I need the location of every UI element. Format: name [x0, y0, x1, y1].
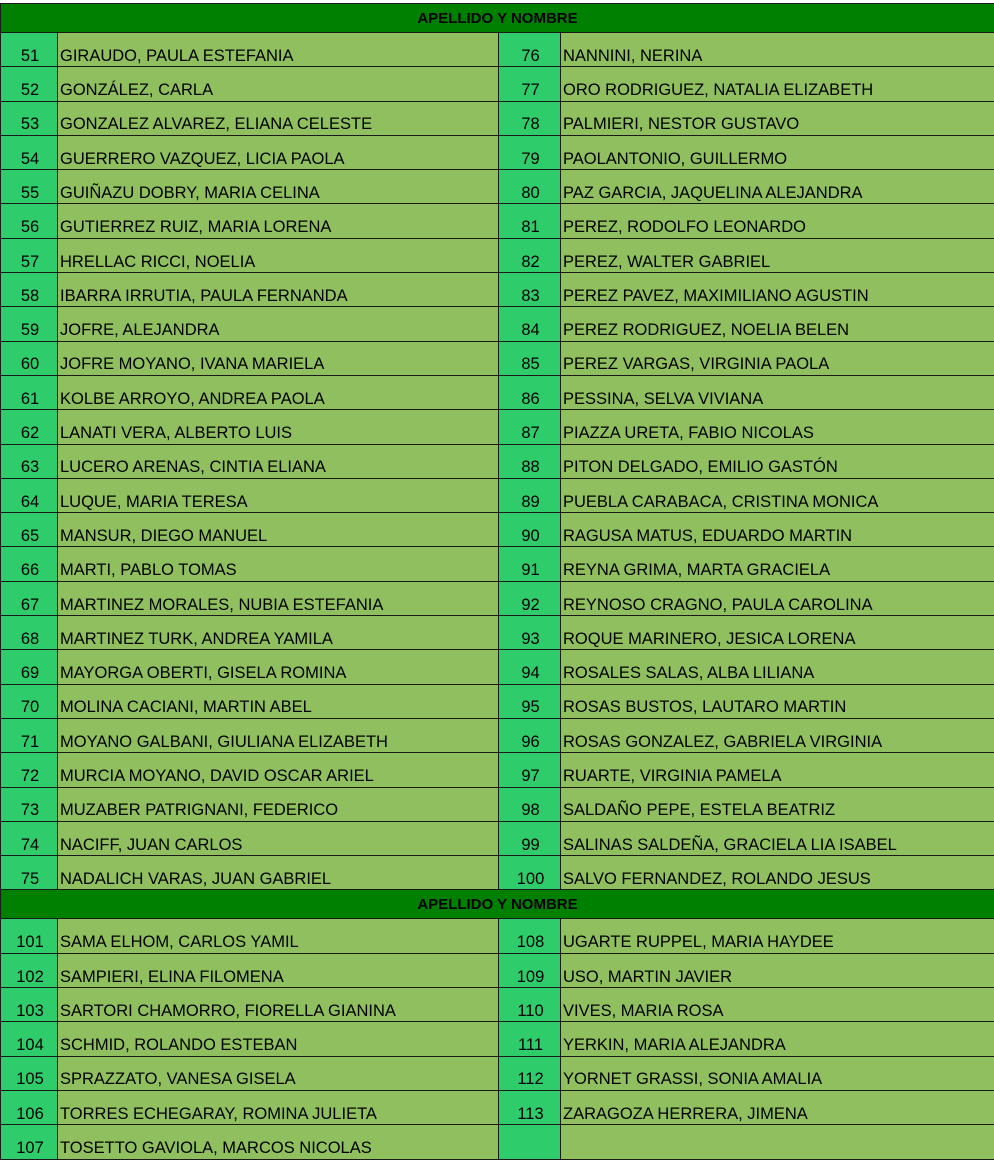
left-name-cell: NACIFF, JUAN CARLOS: [58, 821, 499, 855]
table-row: [1, 478, 994, 512]
left-number-cell: 59: [1, 307, 58, 341]
right-name-cell: PESSINA, SELVA VIVIANA: [561, 375, 994, 409]
left-name-cell: TOSETTO GAVIOLA, MARCOS NICOLAS: [58, 1125, 499, 1159]
left-name-cell: NADALICH VARAS, JUAN GABRIEL: [58, 856, 499, 890]
left-number-cell: 105: [1, 1056, 58, 1090]
table-row: [1, 547, 994, 581]
right-number-cell: 100: [499, 856, 561, 890]
left-number-cell: 53: [1, 101, 58, 135]
right-name-cell: SALINAS SALDEÑA, GRACIELA LIA ISABEL: [561, 821, 994, 855]
right-name-cell: PEREZ PAVEZ, MAXIMILIANO AGUSTIN: [561, 273, 994, 307]
right-name-cell: YORNET GRASSI, SONIA AMALIA: [561, 1056, 994, 1090]
left-name-cell: MARTINEZ TURK, ANDREA YAMILA: [58, 616, 499, 650]
table-row: [1, 1022, 994, 1056]
right-name-cell: ROSAS BUSTOS, LAUTARO MARTIN: [561, 684, 994, 718]
roster-body: [1, 4, 994, 1160]
table-row: [1, 307, 994, 341]
left-name-cell: LANATI VERA, ALBERTO LUIS: [58, 410, 499, 444]
right-number-cell: 89: [499, 478, 561, 512]
left-name-cell: MURCIA MOYANO, DAVID OSCAR ARIEL: [58, 753, 499, 787]
left-number-cell: 106: [1, 1090, 58, 1124]
left-name-cell: HRELLAC RICCI, NOELIA: [58, 238, 499, 272]
table-row: [1, 753, 994, 787]
left-number-cell: 64: [1, 478, 58, 512]
left-number-cell: 57: [1, 238, 58, 272]
table-row: [1, 101, 994, 135]
left-name-cell: MAYORGA OBERTI, GISELA ROMINA: [58, 650, 499, 684]
right-number-cell: 98: [499, 787, 561, 821]
right-number-cell: 80: [499, 170, 561, 204]
column-header-apellido-y-nombre: APELLIDO Y NOMBRE: [1, 890, 994, 919]
right-name-cell: [561, 1125, 994, 1159]
right-number-cell: 87: [499, 410, 561, 444]
left-name-cell: GUTIERREZ RUIZ, MARIA LORENA: [58, 204, 499, 238]
table-row: [1, 67, 994, 101]
right-name-cell: PEREZ, RODOLFO LEONARDO: [561, 204, 994, 238]
right-number-cell: 81: [499, 204, 561, 238]
left-number-cell: 61: [1, 375, 58, 409]
left-name-cell: MARTINEZ MORALES, NUBIA ESTEFANIA: [58, 581, 499, 615]
left-number-cell: 62: [1, 410, 58, 444]
table-row: [1, 410, 994, 444]
left-name-cell: MANSUR, DIEGO MANUEL: [58, 513, 499, 547]
right-name-cell: REYNA GRIMA, MARTA GRACIELA: [561, 547, 994, 581]
right-name-cell: RAGUSA MATUS, EDUARDO MARTIN: [561, 513, 994, 547]
right-name-cell: REYNOSO CRAGNO, PAULA CAROLINA: [561, 581, 994, 615]
left-number-cell: 102: [1, 953, 58, 987]
right-number-cell: 93: [499, 616, 561, 650]
left-number-cell: 101: [1, 919, 58, 953]
left-number-cell: 70: [1, 684, 58, 718]
left-number-cell: 66: [1, 547, 58, 581]
right-number-cell: 108: [499, 919, 561, 953]
right-number-cell: 77: [499, 67, 561, 101]
table-row: [1, 718, 994, 752]
right-name-cell: NANNINI, NERINA: [561, 33, 994, 67]
right-number-cell: 76: [499, 33, 561, 67]
right-number-cell: 109: [499, 953, 561, 987]
left-number-cell: 65: [1, 513, 58, 547]
left-number-cell: 107: [1, 1125, 58, 1159]
left-number-cell: 52: [1, 67, 58, 101]
table-row: [1, 135, 994, 169]
left-name-cell: JOFRE MOYANO, IVANA MARIELA: [58, 341, 499, 375]
table-row: [1, 238, 994, 272]
table-row: [1, 170, 994, 204]
right-name-cell: USO, MARTIN JAVIER: [561, 953, 994, 987]
right-name-cell: SALDAÑO PEPE, ESTELA BEATRIZ: [561, 787, 994, 821]
right-name-cell: ZARAGOZA HERRERA, JIMENA: [561, 1090, 994, 1124]
right-name-cell: PIAZZA URETA, FABIO NICOLAS: [561, 410, 994, 444]
right-number-cell: 90: [499, 513, 561, 547]
left-name-cell: GONZÁLEZ, CARLA: [58, 67, 499, 101]
left-number-cell: 75: [1, 856, 58, 890]
table-row: [1, 375, 994, 409]
table-row: [1, 273, 994, 307]
left-name-cell: MUZABER PATRIGNANI, FEDERICO: [58, 787, 499, 821]
right-number-cell: 111: [499, 1022, 561, 1056]
left-name-cell: MOLINA CACIANI, MARTIN ABEL: [58, 684, 499, 718]
table-row: [1, 988, 994, 1022]
roster-table: [0, 3, 994, 1160]
right-number-cell: 86: [499, 375, 561, 409]
right-name-cell: PALMIERI, NESTOR GUSTAVO: [561, 101, 994, 135]
left-number-cell: 51: [1, 33, 58, 67]
section-header-row: [1, 4, 994, 33]
left-name-cell: SCHMID, ROLANDO ESTEBAN: [58, 1022, 499, 1056]
right-name-cell: PITON DELGADO, EMILIO GASTÓN: [561, 444, 994, 478]
left-number-cell: 71: [1, 718, 58, 752]
right-name-cell: PAZ GARCIA, JAQUELINA ALEJANDRA: [561, 170, 994, 204]
right-name-cell: ROQUE MARINERO, JESICA LORENA: [561, 616, 994, 650]
left-name-cell: KOLBE ARROYO, ANDREA PAOLA: [58, 375, 499, 409]
right-number-cell: 79: [499, 135, 561, 169]
left-name-cell: MOYANO GALBANI, GIULIANA ELIZABETH: [58, 718, 499, 752]
left-name-cell: MARTI, PABLO TOMAS: [58, 547, 499, 581]
right-name-cell: PEREZ, WALTER GABRIEL: [561, 238, 994, 272]
table-row: [1, 650, 994, 684]
table-row: [1, 1125, 994, 1159]
left-name-cell: SARTORI CHAMORRO, FIORELLA GIANINA: [58, 988, 499, 1022]
left-number-cell: 56: [1, 204, 58, 238]
right-number-cell: 96: [499, 718, 561, 752]
table-row: [1, 513, 994, 547]
left-name-cell: GUIÑAZU DOBRY, MARIA CELINA: [58, 170, 499, 204]
right-name-cell: ORO RODRIGUEZ, NATALIA ELIZABETH: [561, 67, 994, 101]
left-name-cell: TORRES ECHEGARAY, ROMINA JULIETA: [58, 1090, 499, 1124]
left-name-cell: SAMA ELHOM, CARLOS YAMIL: [58, 919, 499, 953]
left-name-cell: GIRAUDO, PAULA ESTEFANIA: [58, 33, 499, 67]
right-number-cell: 92: [499, 581, 561, 615]
table-row: [1, 581, 994, 615]
left-name-cell: SPRAZZATO, VANESA GISELA: [58, 1056, 499, 1090]
right-name-cell: RUARTE, VIRGINIA PAMELA: [561, 753, 994, 787]
right-number-cell: 94: [499, 650, 561, 684]
right-number-cell: 95: [499, 684, 561, 718]
right-name-cell: VIVES, MARIA ROSA: [561, 988, 994, 1022]
right-number-cell: 113: [499, 1090, 561, 1124]
column-header-apellido-y-nombre: APELLIDO Y NOMBRE: [1, 4, 994, 33]
table-row: [1, 204, 994, 238]
section-header-row: [1, 890, 994, 919]
right-number-cell: 97: [499, 753, 561, 787]
left-number-cell: 73: [1, 787, 58, 821]
table-row: [1, 341, 994, 375]
table-row: [1, 1056, 994, 1090]
right-number-cell: 91: [499, 547, 561, 581]
left-number-cell: 58: [1, 273, 58, 307]
left-name-cell: JOFRE, ALEJANDRA: [58, 307, 499, 341]
left-number-cell: 104: [1, 1022, 58, 1056]
left-number-cell: 74: [1, 821, 58, 855]
table-row: [1, 33, 994, 67]
table-row: [1, 821, 994, 855]
right-number-cell: 112: [499, 1056, 561, 1090]
table-row: [1, 787, 994, 821]
right-number-cell: 82: [499, 238, 561, 272]
left-number-cell: 55: [1, 170, 58, 204]
right-name-cell: ROSAS GONZALEZ, GABRIELA VIRGINIA: [561, 718, 994, 752]
right-name-cell: PAOLANTONIO, GUILLERMO: [561, 135, 994, 169]
right-number-cell: 78: [499, 101, 561, 135]
left-number-cell: 72: [1, 753, 58, 787]
left-name-cell: GUERRERO VAZQUEZ, LICIA PAOLA: [58, 135, 499, 169]
right-number-cell: 88: [499, 444, 561, 478]
left-name-cell: LUQUE, MARIA TERESA: [58, 478, 499, 512]
right-name-cell: SALVO FERNANDEZ, ROLANDO JESUS: [561, 856, 994, 890]
right-name-cell: ROSALES SALAS, ALBA LILIANA: [561, 650, 994, 684]
right-name-cell: UGARTE RUPPEL, MARIA HAYDEE: [561, 919, 994, 953]
left-number-cell: 103: [1, 988, 58, 1022]
left-number-cell: 68: [1, 616, 58, 650]
table-row: [1, 1090, 994, 1124]
left-name-cell: GONZALEZ ALVAREZ, ELIANA CELESTE: [58, 101, 499, 135]
right-number-cell: 84: [499, 307, 561, 341]
table-row: [1, 616, 994, 650]
right-number-cell: 99: [499, 821, 561, 855]
right-number-cell: 83: [499, 273, 561, 307]
left-number-cell: 69: [1, 650, 58, 684]
left-name-cell: SAMPIERI, ELINA FILOMENA: [58, 953, 499, 987]
left-name-cell: LUCERO ARENAS, CINTIA ELIANA: [58, 444, 499, 478]
right-number-cell: [499, 1125, 561, 1159]
table-row: [1, 953, 994, 987]
left-number-cell: 67: [1, 581, 58, 615]
table-row: [1, 444, 994, 478]
table-row: [1, 684, 994, 718]
right-name-cell: PEREZ RODRIGUEZ, NOELIA BELEN: [561, 307, 994, 341]
left-number-cell: 54: [1, 135, 58, 169]
right-number-cell: 85: [499, 341, 561, 375]
right-name-cell: YERKIN, MARIA ALEJANDRA: [561, 1022, 994, 1056]
left-name-cell: IBARRA IRRUTIA, PAULA FERNANDA: [58, 273, 499, 307]
right-name-cell: PEREZ VARGAS, VIRGINIA PAOLA: [561, 341, 994, 375]
left-number-cell: 60: [1, 341, 58, 375]
table-row: [1, 856, 994, 890]
right-name-cell: PUEBLA CARABACA, CRISTINA MONICA: [561, 478, 994, 512]
right-number-cell: 110: [499, 988, 561, 1022]
left-number-cell: 63: [1, 444, 58, 478]
table-row: [1, 919, 994, 953]
